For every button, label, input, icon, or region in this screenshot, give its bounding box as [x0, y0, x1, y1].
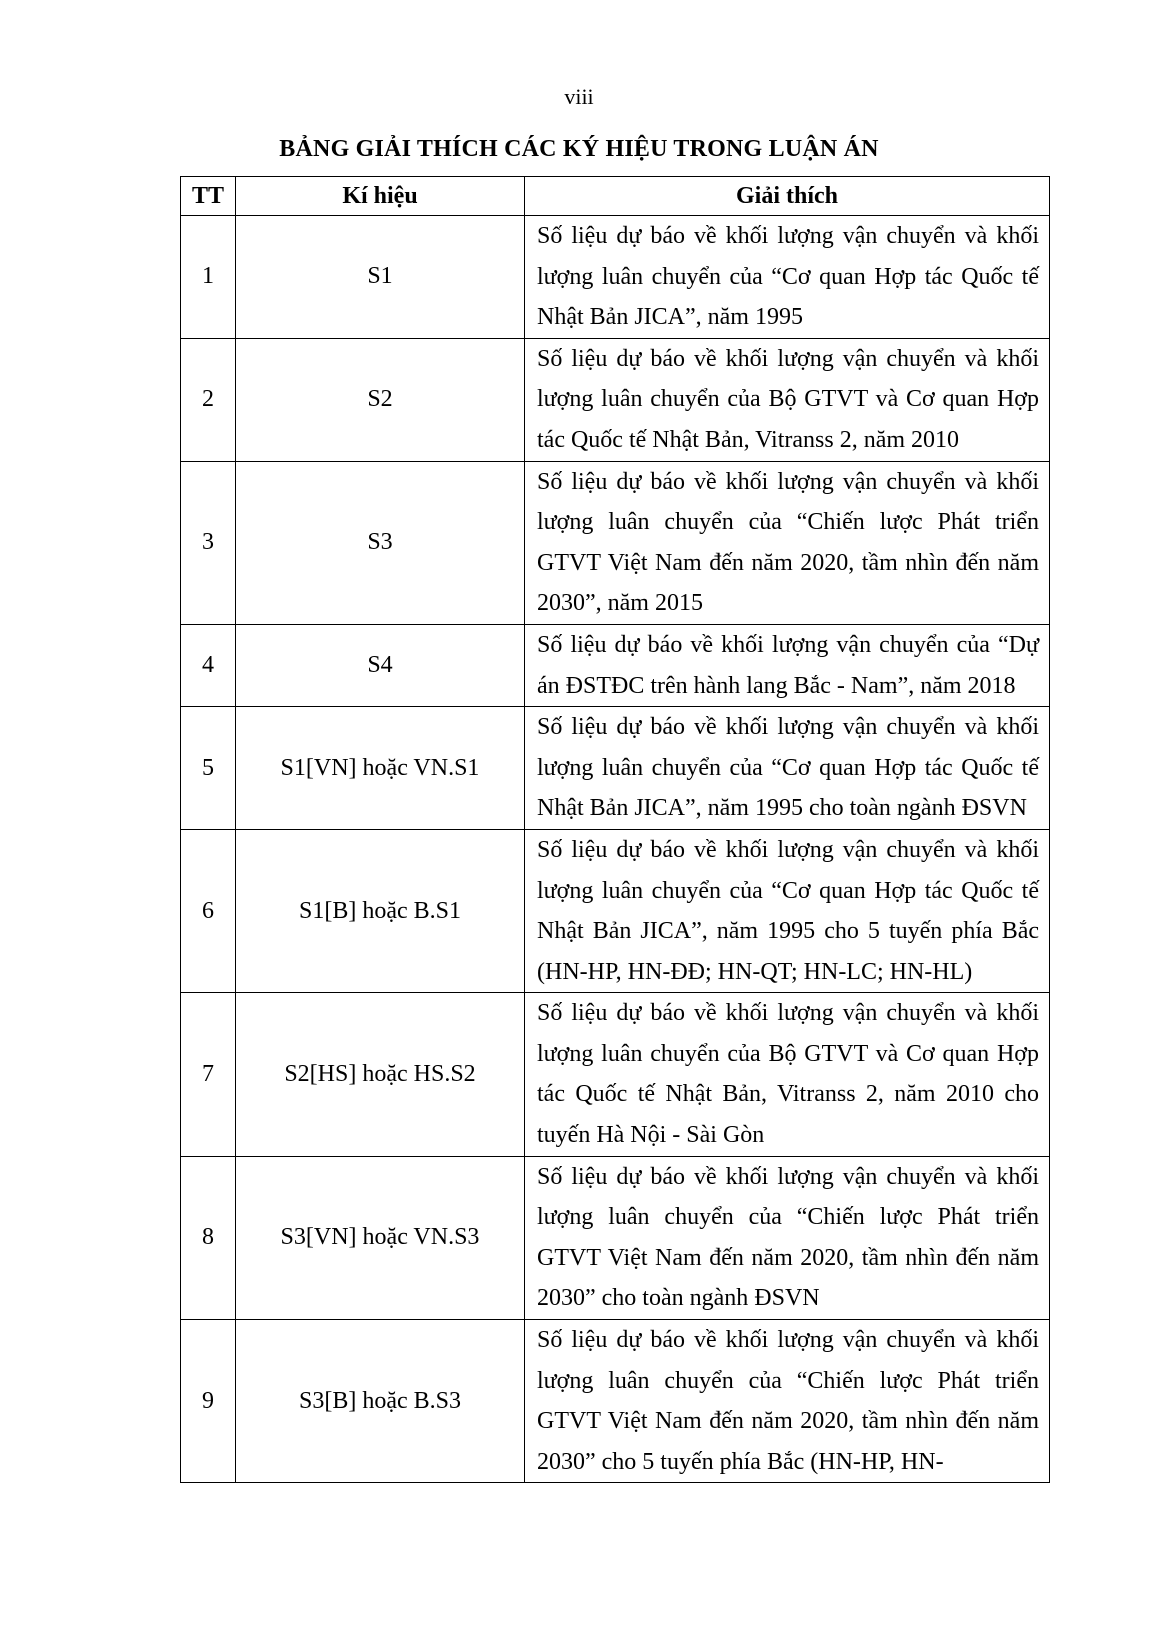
row-symbol: S3[B] hoặc B.S3: [236, 1320, 525, 1483]
symbols-table: [180, 176, 1050, 1483]
row-number: 9: [181, 1320, 236, 1483]
row-explanation: Số liệu dự báo về khối lượng vận chuyển và khối lượng luân chuyển của “Cơ quan Hợp tác Quốc tế Nhật Bản JICA”, năm 1995: [525, 216, 1050, 339]
row-number: 1: [181, 216, 236, 339]
row-number: 6: [181, 829, 236, 992]
header-symbol: Kí hiệu: [236, 177, 525, 216]
table-row: [181, 829, 1050, 992]
table-row: [181, 993, 1050, 1156]
row-explanation: Số liệu dự báo về khối lượng vận chuyển của “Dự án ĐSTĐC trên hành lang Bắc - Nam”, năm 2018: [525, 624, 1050, 706]
row-symbol: S1[VN] hoặc VN.S1: [236, 707, 525, 830]
row-explanation: Số liệu dự báo về khối lượng vận chuyển và khối lượng luân chuyển của “Cơ quan Hợp tác Quốc tế Nhật Bản JICA”, năm 1995 cho toàn ngành ĐSVN: [525, 707, 1050, 830]
table-row: [181, 1156, 1050, 1319]
row-symbol: S4: [236, 624, 525, 706]
row-number: 4: [181, 624, 236, 706]
row-symbol: S3: [236, 461, 525, 624]
table-row: [181, 707, 1050, 830]
row-number: 5: [181, 707, 236, 830]
table-row: [181, 338, 1050, 461]
table-row: [181, 1320, 1050, 1483]
header-explanation: Giải thích: [525, 177, 1050, 216]
row-symbol: S1: [236, 216, 525, 339]
row-symbol: S2: [236, 338, 525, 461]
page-title: BẢNG GIẢI THÍCH CÁC KÝ HIỆU TRONG LUẬN ÁN: [279, 136, 879, 162]
row-explanation: Số liệu dự báo về khối lượng vận chuyển và khối lượng luân chuyển của “Cơ quan Hợp tác Quốc tế Nhật Bản JICA”, năm 1995 cho 5 tuyến phía Bắc (HN-HP, HN-ĐĐ; HN-QT; HN-LC; HN-HL): [525, 829, 1050, 992]
page-number: viii: [564, 84, 594, 109]
row-explanation: Số liệu dự báo về khối lượng vận chuyển và khối lượng luân chuyển của “Chiến lược Phát triển GTVT Việt Nam đến năm 2020, tầm nhìn đến năm 2030”, năm 2015: [525, 461, 1050, 624]
row-number: 2: [181, 338, 236, 461]
row-number: 7: [181, 993, 236, 1156]
row-explanation: Số liệu dự báo về khối lượng vận chuyển và khối lượng luân chuyển của “Chiến lược Phát triển GTVT Việt Nam đến năm 2020, tầm nhìn đến năm 2030” cho 5 tuyến phía Bắc (HN-HP, HN-: [525, 1320, 1050, 1483]
table-row: [181, 461, 1050, 624]
table-row: [181, 624, 1050, 706]
row-number: 3: [181, 461, 236, 624]
row-explanation: Số liệu dự báo về khối lượng vận chuyển và khối lượng luân chuyển của Bộ GTVT và Cơ quan Hợp tác Quốc tế Nhật Bản, Vitranss 2, năm 2010 cho tuyến Hà Nội - Sài Gòn: [525, 993, 1050, 1156]
table-row: [181, 216, 1050, 339]
table-header-row: [181, 177, 1050, 216]
row-explanation: Số liệu dự báo về khối lượng vận chuyển và khối lượng luân chuyển của Bộ GTVT và Cơ quan Hợp tác Quốc tế Nhật Bản, Vitranss 2, năm 2010: [525, 338, 1050, 461]
row-symbol: S1[B] hoặc B.S1: [236, 829, 525, 992]
row-symbol: S2[HS] hoặc HS.S2: [236, 993, 525, 1156]
row-number: 8: [181, 1156, 236, 1319]
row-explanation: Số liệu dự báo về khối lượng vận chuyển và khối lượng luân chuyển của “Chiến lược Phát triển GTVT Việt Nam đến năm 2020, tầm nhìn đến năm 2030” cho toàn ngành ĐSVN: [525, 1156, 1050, 1319]
header-tt: TT: [181, 177, 236, 216]
row-symbol: S3[VN] hoặc VN.S3: [236, 1156, 525, 1319]
